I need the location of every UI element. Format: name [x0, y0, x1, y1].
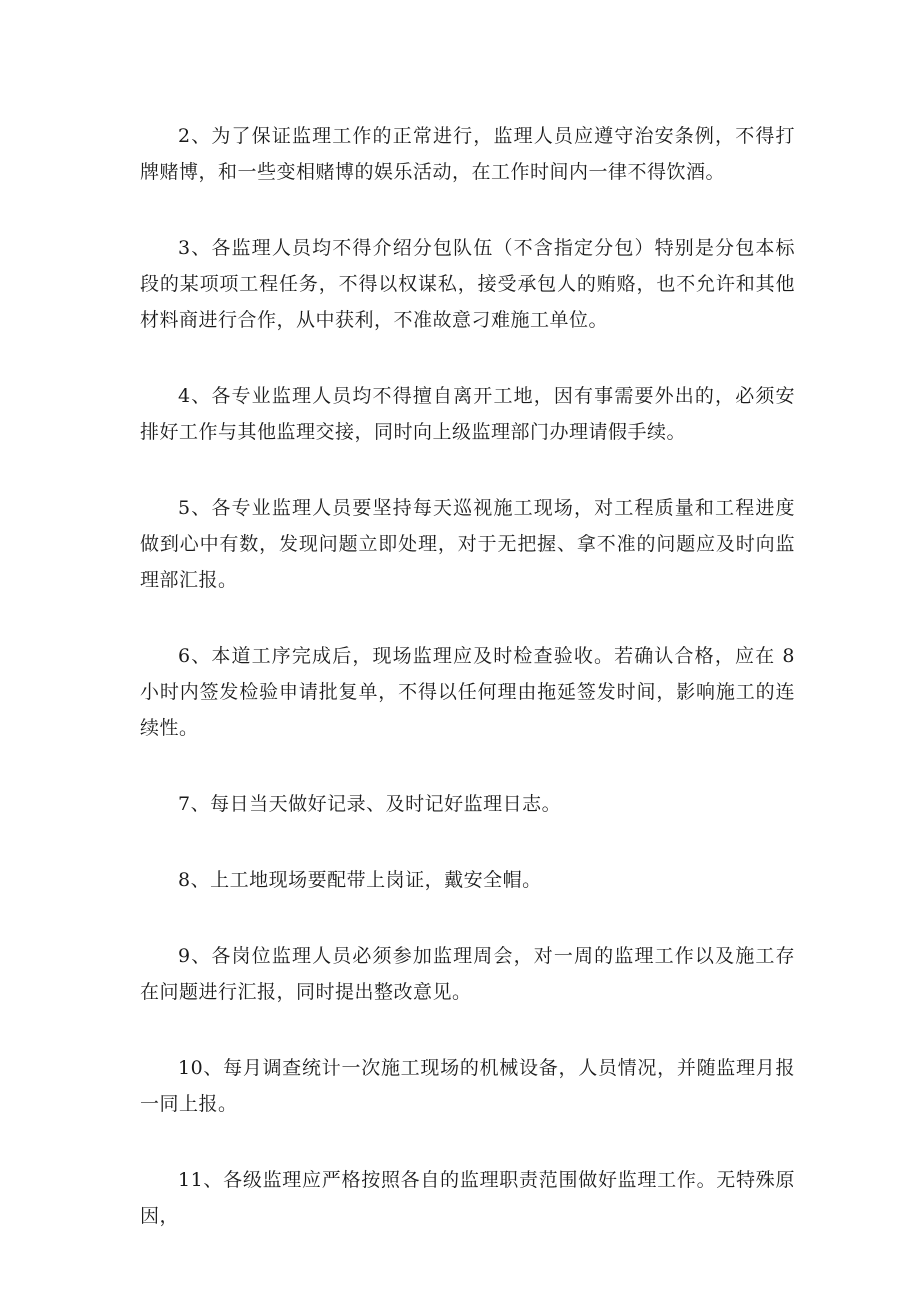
- rule-paragraph-9: 9、各岗位监理人员必须参加监理周会，对一周的监理工作以及施工存在问题进行汇报，同时提出整改意见。: [140, 945, 795, 1003]
- rule-paragraph-2: 2、为了保证监理工作的正常进行，监理人员应遵守治安条例，不得打牌赌博，和一些变相赌博的娱乐活动，在工作时间内一律不得饮酒。: [140, 125, 795, 183]
- rule-paragraph-5: 5、各专业监理人员要坚持每天巡视施工现场，对工程质量和工程进度做到心中有数，发现问题立即处理，对于无把握、拿不准的问题应及时向监理部汇报。: [140, 497, 795, 591]
- rule-paragraph-6: 6、本道工序完成后，现场监理应及时检查验收。若确认合格，应在 8 小时内签发检验申请批复单，不得以任何理由拖延签发时间，影响施工的连续性。: [140, 645, 795, 739]
- rule-paragraph-4: 4、各专业监理人员均不得擅自离开工地，因有事需要外出的，必须安排好工作与其他监理交接，同时向上级监理部门办理请假手续。: [140, 385, 795, 443]
- rule-paragraph-11: 11、各级监理应严格按照各自的监理职责范围做好监理工作。无特殊原因，: [140, 1169, 795, 1227]
- document-body: [140, 118, 795, 1274]
- rule-paragraph-10: 10、每月调查统计一次施工现场的机械设备，人员情况，并随监理月报一同上报。: [140, 1057, 795, 1115]
- rule-paragraph-8: 8、上工地现场要配带上岗证，戴安全帽。: [178, 869, 542, 891]
- rule-paragraph-7: 7、每日当天做好记录、及时记好监理日志。: [178, 793, 562, 815]
- rule-paragraph-3: 3、各监理人员均不得介绍分包队伍（不含指定分包）特别是分包本标段的某项项工程任务，不得以权谋私，接受承包人的贿赂，也不允许和其他材料商进行合作，从中获利，不准故意刁难施工单位。: [140, 237, 795, 331]
